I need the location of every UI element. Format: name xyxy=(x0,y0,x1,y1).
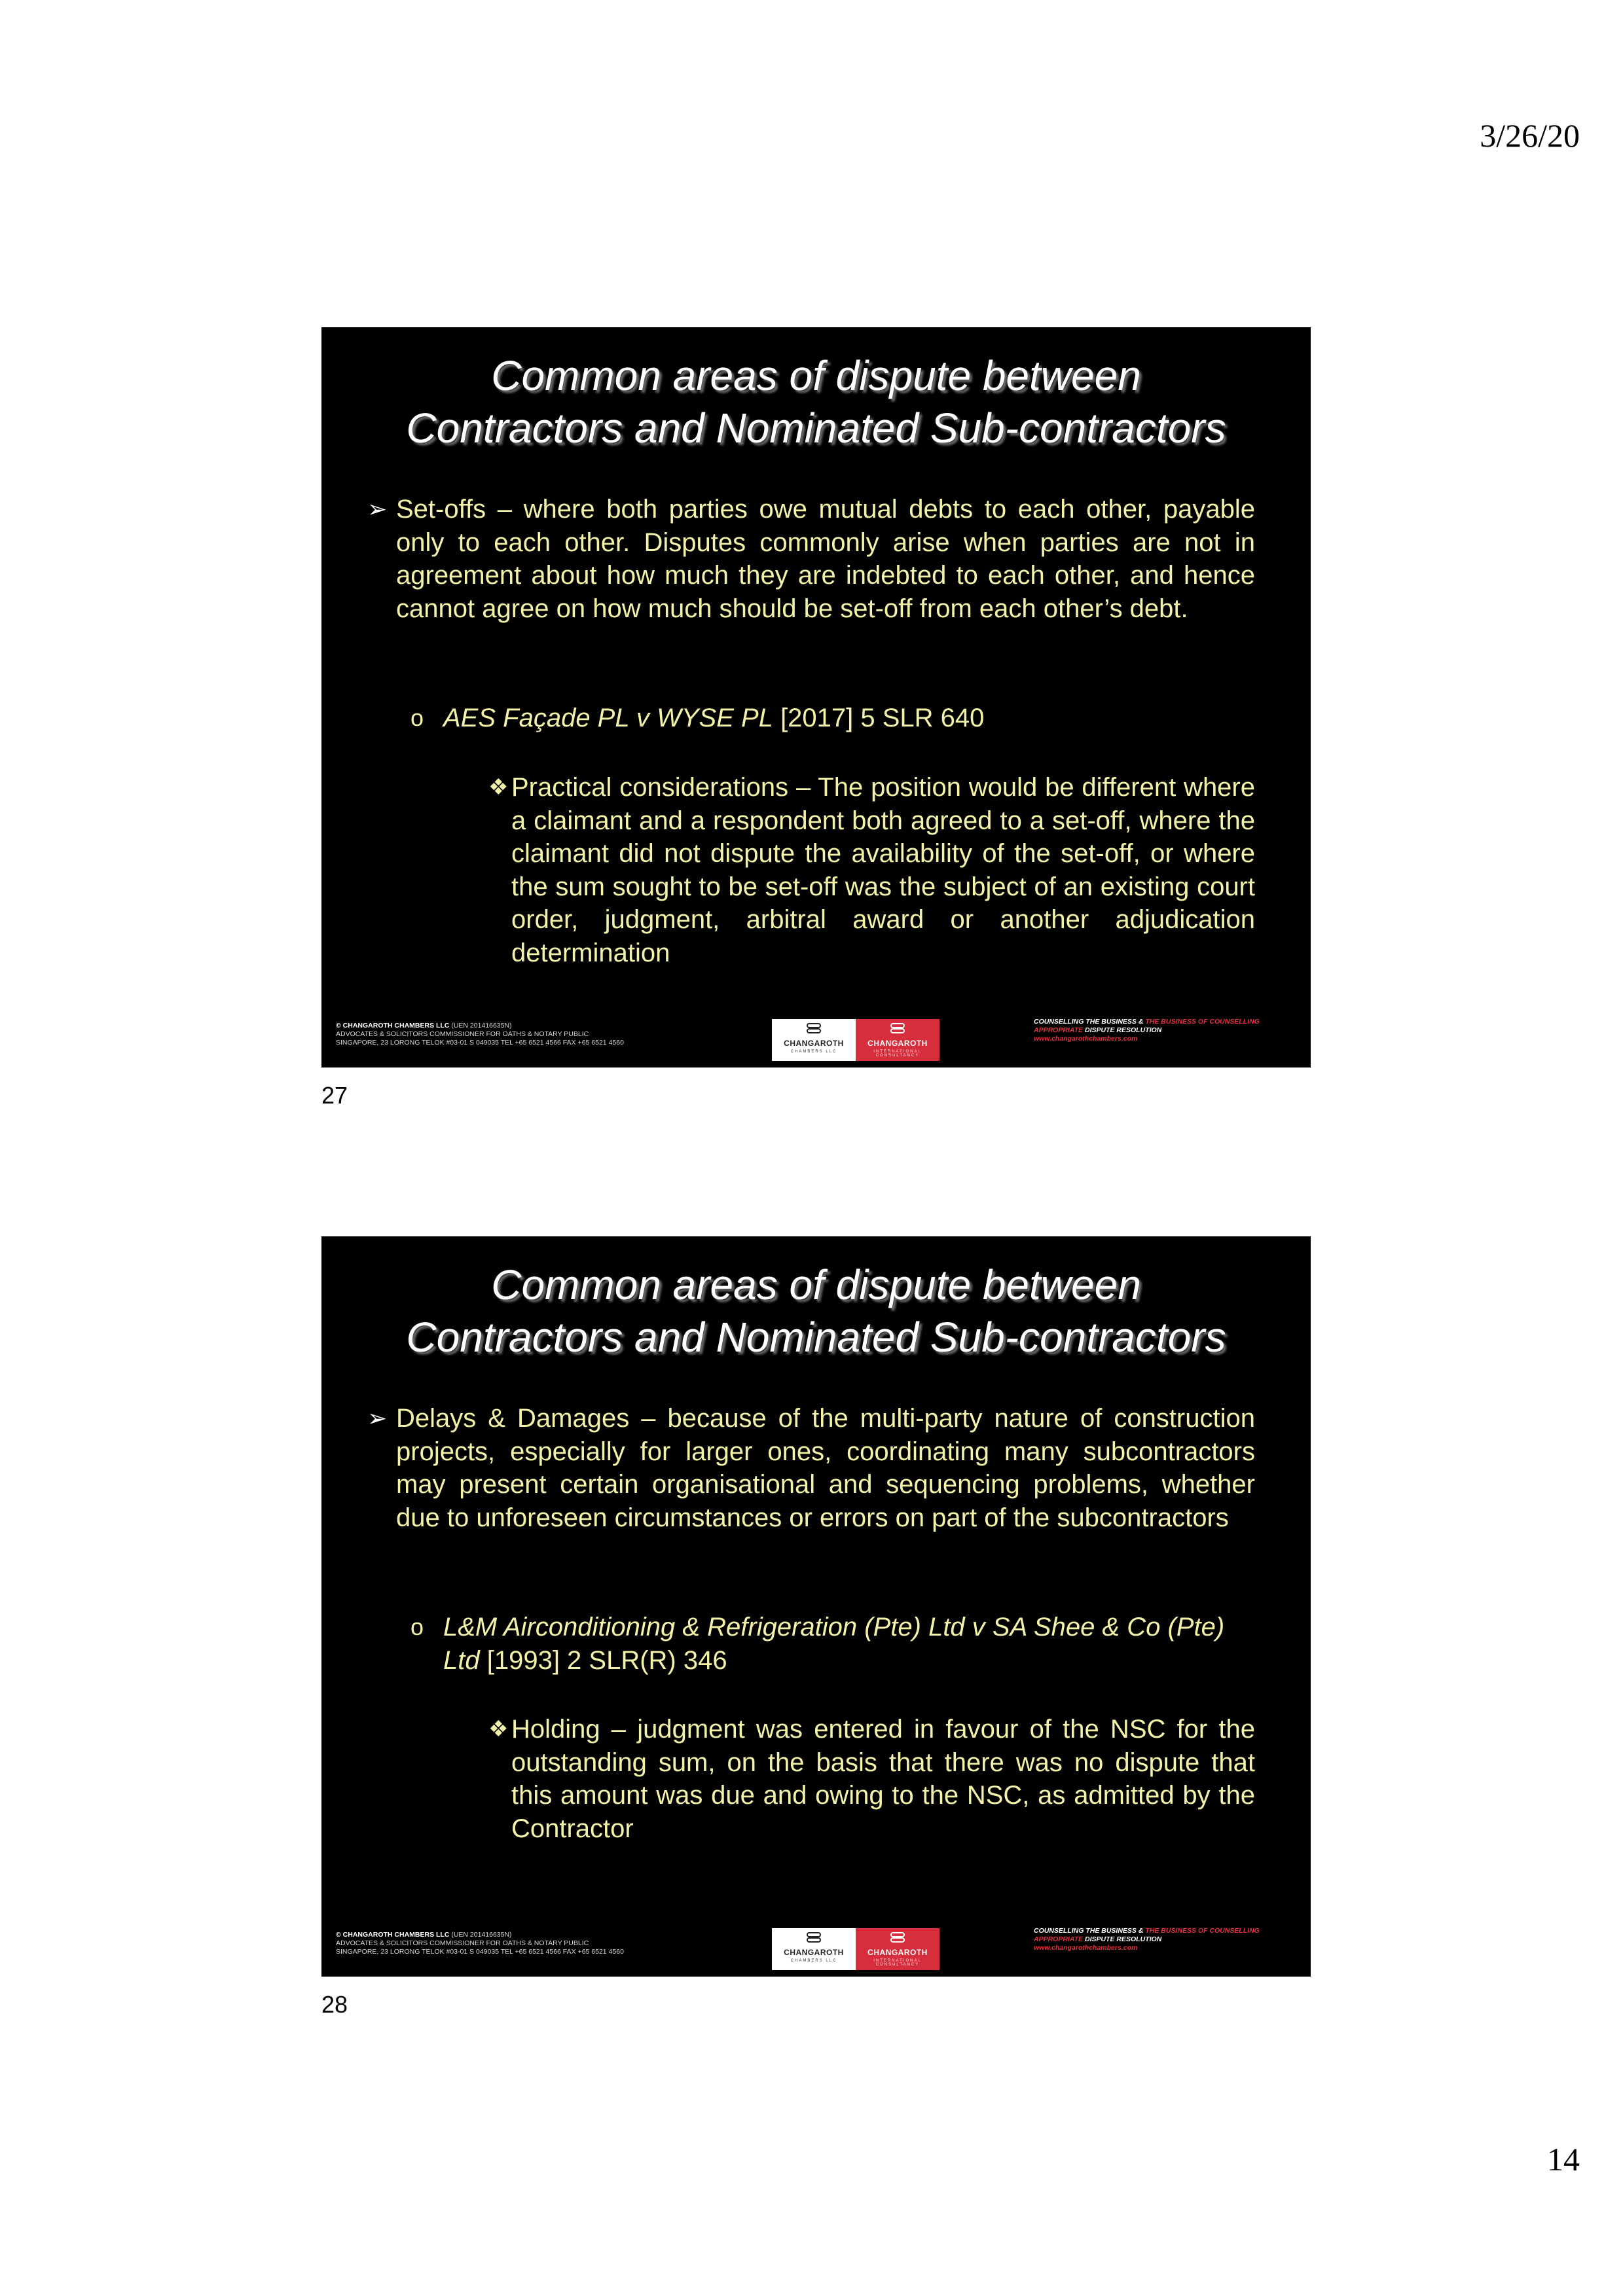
slide-title-line-1: Common areas of dispute between xyxy=(491,1261,1141,1308)
changaroth-logo xyxy=(772,1019,939,1061)
firm-uen: (UEN 201416635N) xyxy=(449,1931,512,1939)
case-name: AES Façade PL v WYSE PL xyxy=(443,704,773,732)
logo-mark-icon xyxy=(890,1932,905,1943)
case-citation xyxy=(410,1611,1255,1677)
logo-word: CHANGAROTH xyxy=(784,1948,844,1957)
slide-number: 27 xyxy=(321,1082,348,1109)
tagline-part: DISPUTE RESOLUTION xyxy=(1084,1026,1162,1034)
bullet-text: Set-offs – where both parties owe mutual debts to each other, payable only to each other. Disputes commonly arise when parties are not in agreement about how much they are indebted to each other, and hence cannot agree on how much should be set-off from each other’s debt. xyxy=(396,495,1255,623)
bullet-point xyxy=(367,493,1255,625)
firm-name: © CHANGAROTH CHAMBERS LLC xyxy=(336,1022,450,1030)
case-citation xyxy=(410,702,1255,735)
logo-chambers xyxy=(772,1019,856,1061)
logo-chambers xyxy=(772,1928,856,1970)
diamond-bullet-icon: ❖ xyxy=(488,1717,509,1742)
arrow-bullet-icon: ➢ xyxy=(367,1405,388,1431)
slide-27 xyxy=(321,327,1311,1067)
slide-footer xyxy=(321,1918,1311,1977)
logo-mark-icon xyxy=(890,1023,905,1033)
tagline-part: COUNSELLING THE BUSINESS & xyxy=(1034,1927,1146,1935)
tagline-part: APPROPRIATE xyxy=(1034,1935,1085,1943)
case-note-text: Holding – judgment was entered in favour of the NSC for the outstanding sum, on the basis that there was no dispute that this amount was due and owing to the NSC, as admitted by the Contractor xyxy=(511,1715,1255,1843)
case-note xyxy=(488,1713,1255,1845)
slide-title-line-2: Contractors and Nominated Sub-contractors xyxy=(406,1314,1226,1361)
firm-tagline xyxy=(1034,1018,1260,1043)
logo-word: CHANGAROTH xyxy=(784,1039,844,1048)
firm-description: ADVOCATES & SOLICITORS COMMISSIONER FOR OATHS & NOTARY PUBLIC xyxy=(336,1939,589,1947)
firm-address: SINGAPORE, 23 LORONG TELOK #03-01 S 049035 TEL +65 6521 4566 FAX +65 6521 4560 xyxy=(336,1039,624,1047)
case-reference: [2017] 5 SLR 640 xyxy=(773,704,985,732)
circle-bullet-icon: o xyxy=(410,704,424,731)
firm-website: www.changarothchambers.com xyxy=(1034,1944,1138,1952)
logo-subtitle: INTERNATIONAL CONSULTANCY xyxy=(873,1050,922,1058)
tagline-part: THE BUSINESS OF COUNSELLING xyxy=(1145,1018,1260,1026)
logo-consultancy xyxy=(856,1019,939,1061)
slide-title xyxy=(321,1259,1311,1363)
firm-name: © CHANGAROTH CHAMBERS LLC xyxy=(336,1931,450,1939)
logo-word: CHANGAROTH xyxy=(867,1039,928,1048)
firm-address: SINGAPORE, 23 LORONG TELOK #03-01 S 049035 TEL +65 6521 4566 FAX +65 6521 4560 xyxy=(336,1948,624,1956)
bullet-text: Delays & Damages – because of the multi-party nature of construction projects, especially for larger ones, coordinating many subcontractors may present certain organisational and sequencing problems, whether due to unforeseen circumstances or errors on part of the subcontractors xyxy=(396,1404,1255,1532)
slide-title-line-1: Common areas of dispute between xyxy=(491,352,1141,399)
logo-consultancy xyxy=(856,1928,939,1970)
tagline-part: APPROPRIATE xyxy=(1034,1026,1085,1034)
firm-details xyxy=(336,1931,624,1956)
firm-details xyxy=(336,1022,624,1047)
logo-subtitle: INTERNATIONAL CONSULTANCY xyxy=(873,1959,922,1967)
circle-bullet-icon: o xyxy=(410,1613,424,1640)
firm-tagline xyxy=(1034,1927,1260,1952)
case-citation-text xyxy=(443,1611,1255,1677)
case-name: L&M Airconditioning & Refrigeration (Pte) Ltd v SA Shee & Co (Pte) Ltd xyxy=(443,1613,1225,1675)
logo-subtitle: CHAMBERS LLC xyxy=(790,1959,837,1963)
tagline-part: COUNSELLING THE BUSINESS & xyxy=(1034,1018,1146,1026)
case-note xyxy=(488,771,1255,969)
arrow-bullet-icon: ➢ xyxy=(367,495,388,522)
logo-mark-icon xyxy=(806,1023,822,1033)
slide-footer xyxy=(321,1009,1311,1067)
logo-subtitle: CHAMBERS LLC xyxy=(790,1050,837,1054)
bullet-point xyxy=(367,1402,1255,1534)
page-date: 3/26/20 xyxy=(1480,117,1580,154)
slide-28 xyxy=(321,1236,1311,1977)
tagline-part: DISPUTE RESOLUTION xyxy=(1084,1935,1162,1943)
page-number: 14 xyxy=(1547,2141,1580,2178)
case-citation-text xyxy=(443,702,1255,735)
case-note-text: Practical considerations – The position would be different where a claimant and a respondent both agreed to a set-off, where the claimant did not dispute the availability of the set-off, or where the sum sought to be set-off was the subject of an existing court order, judgment, arbitral award or another adjudication determination xyxy=(511,773,1255,967)
logo-word: CHANGAROTH xyxy=(867,1948,928,1957)
firm-description: ADVOCATES & SOLICITORS COMMISSIONER FOR OATHS & NOTARY PUBLIC xyxy=(336,1030,589,1038)
diamond-bullet-icon: ❖ xyxy=(488,775,509,800)
firm-uen: (UEN 201416635N) xyxy=(449,1022,512,1030)
changaroth-logo xyxy=(772,1928,939,1970)
firm-website: www.changarothchambers.com xyxy=(1034,1035,1138,1043)
slide-title-line-2: Contractors and Nominated Sub-contractors xyxy=(406,404,1226,452)
logo-mark-icon xyxy=(806,1932,822,1943)
slide-title xyxy=(321,350,1311,454)
tagline-part: THE BUSINESS OF COUNSELLING xyxy=(1145,1927,1260,1935)
case-reference: [1993] 2 SLR(R) 346 xyxy=(479,1645,727,1675)
slide-number: 28 xyxy=(321,1991,348,2018)
